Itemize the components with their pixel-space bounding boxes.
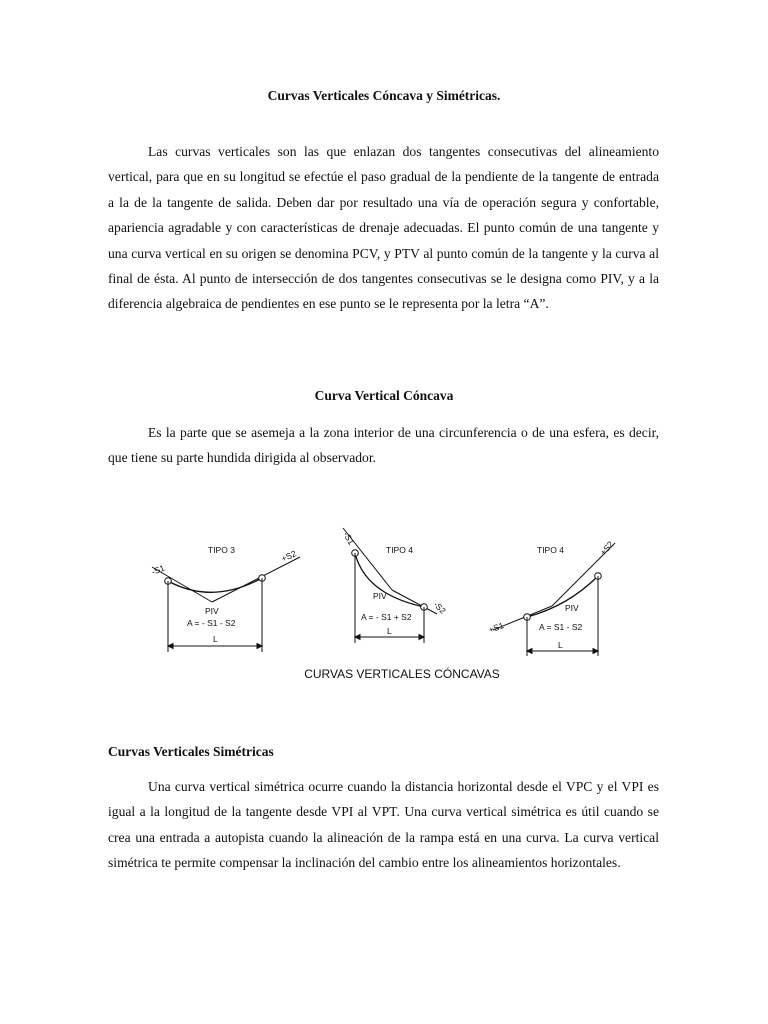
symmetric-paragraph: [108, 774, 659, 876]
diagram3-type-label: TIPO 4: [537, 545, 564, 555]
tangent-exit-line: [392, 590, 437, 614]
diagram1-formula: A = - S1 - S2: [187, 618, 236, 628]
section-heading-symmetric: Curvas Verticales Simétricas: [108, 744, 274, 759]
document-title: Curvas Verticales Cóncava y Simétricas.: [267, 88, 501, 103]
diagram3-formula: A = S1 - S2: [539, 622, 583, 632]
diagram2-s2-label: -S2: [431, 599, 449, 616]
diagram1-type-label: TIPO 3: [208, 545, 235, 555]
diagram2-length-label: L: [387, 626, 392, 636]
intro-paragraph-text: Las curvas verticales son las que enlazan dos tangentes consecutivas del alineamiento vertical, para que en su longitud se efectúe el paso gradual de la pendiente de la tangente de entrada a la de la tangente de salida. Deben dar por resultado una vía de operación segura y confortable, apariencia agradable y con características de drenaje adecuadas. El punto común de una tangente y una curva vertical en su origen se denomina PCV, y PTV al punto común de la tangente y la curva al final de ésta. Al punto de intersección de dos tangentes consecutivas se le designa como PIV, y a la diferencia algebraica de pendientes en ese punto se le representa por la letra “A”.: [108, 144, 659, 312]
diagram1-s1-label: -S1: [150, 562, 167, 577]
section-heading-concave: Curva Vertical Cóncava: [314, 388, 454, 403]
diagram-tipo4-ascending: [493, 543, 615, 656]
diagram1-length-label: L: [213, 634, 218, 644]
diagram3-s2-label: +S2: [597, 539, 616, 558]
diagram2-type-label: TIPO 4: [386, 545, 413, 555]
concave-paragraph-text: Es la parte que se asemeja a la zona interior de una circunferencia o de una esfera, es decir, que tiene su parte hundida dirigida al observador.: [108, 425, 659, 466]
diagram2-s1-label: -S1: [341, 530, 357, 547]
tangent-exit-line: [212, 557, 300, 602]
vertical-curve-line: [168, 578, 262, 592]
diagram3-s1-label: +S1: [487, 620, 506, 635]
figure-caption: CURVAS VERTICALES CÓNCAVAS: [304, 667, 500, 681]
vertical-curve-line: [527, 576, 598, 617]
diagram3-piv-label: PIV: [565, 603, 579, 613]
diagram1-s2-label: +S2: [279, 548, 298, 564]
diagram1-piv-label: PIV: [205, 606, 219, 616]
symmetric-paragraph-text: Una curva vertical simétrica ocurre cuando la distancia horizontal desde el VPC y el VPI es igual a la longitud de la tangente desde VPI al VPT. Una curva vertical simétrica es útil cuando se crea una entrada a autopista cuando la alineación de la rampa está en una curva. La curva vertical simétrica te permite compensar la inclinación del cambio entre los alineamientos horizontales.: [108, 779, 659, 871]
diagram2-piv-label: PIV: [373, 591, 387, 601]
diagram-tipo3: [152, 557, 300, 652]
diagram2-formula: A = - S1 + S2: [361, 612, 412, 622]
vertical-curve-line: [355, 553, 424, 607]
diagram3-length-label: L: [558, 640, 563, 650]
